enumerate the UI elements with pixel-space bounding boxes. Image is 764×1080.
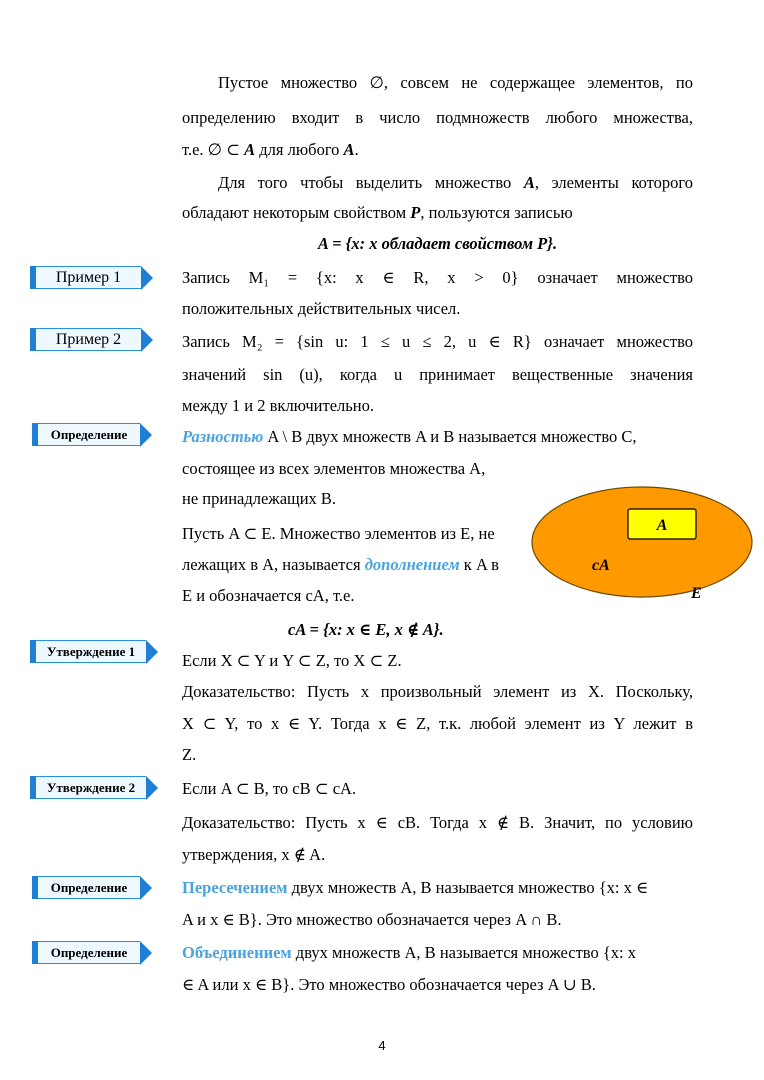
intro-line-4: Для того чтобы выделить множество A, элементы которого <box>218 173 693 192</box>
example-1-label: Пример 1 <box>30 266 153 289</box>
statement-1-label: Утверждение 1 <box>30 640 158 663</box>
definition-label-difference: Определение <box>32 423 152 446</box>
complement-term: дополнением <box>364 555 460 574</box>
union-term: Объединением <box>182 943 292 962</box>
statement-1-line-3: X ⊂ Y, то x ∈ Y. Тогда x ∈ Z, т.к. любой элемент из Y лежит в <box>182 714 693 733</box>
definition-label-intersection: Определение <box>32 876 152 899</box>
difference-line-6: E и обозначается cA, т.е. <box>182 586 355 605</box>
intersection-term: Пересечением <box>182 878 288 897</box>
union-line-2: ∈ A или x ∈ B}. Это множество обозначается через A ∪ B. <box>182 975 596 994</box>
difference-line-2: состоящее из всех элементов множества A, <box>182 459 486 478</box>
intro-line-2: определению входит в число подмножеств любого множества, <box>182 108 693 127</box>
set-e-ellipse <box>532 487 752 597</box>
intro-line-5: обладают некоторым свойством P, пользуются записью <box>182 203 573 222</box>
statement-2-line-3: утверждения, x ∉ A. <box>182 845 326 864</box>
set-ca-label: cA <box>592 557 610 574</box>
difference-line-5: лежащих в A, называется дополнением к A в <box>182 555 499 574</box>
set-diagram <box>530 484 760 604</box>
complement-formula: cA = {x: x ∈ E, x ∉ A}. <box>288 620 444 639</box>
intro-line-3: т.е. ∅ ⊂ A для любого A. <box>182 140 359 159</box>
set-a-label: A <box>656 517 668 534</box>
set-e-label: E <box>691 585 702 602</box>
example-1-line-1: Запись M₁ = {x: x ∈ R, x > 0} означает множество <box>182 268 693 287</box>
difference-line-1: Разностью A \ B двух множеств A и B называется множество C, <box>182 427 637 446</box>
statement-1-line-4: Z. <box>182 745 197 764</box>
example-2-line-3: между 1 и 2 включительно. <box>182 396 375 415</box>
statement-1-line-1: Если X ⊂ Y и Y ⊂ Z, то X ⊂ Z. <box>182 651 402 670</box>
intro-line-1: Пустое множество ∅, совсем не содержащее элементов, по <box>218 73 693 92</box>
difference-term: Разностью <box>182 427 264 446</box>
example-2-line-2: значений sin (u), когда u принимает вещественные значения <box>182 365 693 384</box>
statement-2-line-2: Доказательство: Пусть x ∈ cB. Тогда x ∉ B. Значит, по условию <box>182 813 693 832</box>
statement-2-line-1: Если A ⊂ B, то cB ⊂ cA. <box>182 779 357 798</box>
intro-formula: A = {x: x обладает свойством P}. <box>317 234 558 253</box>
difference-line-3: не принадлежащих B. <box>182 489 337 508</box>
statement-1-line-2: Доказательство: Пусть x произвольный элемент из X. Поскольку, <box>182 682 693 701</box>
example-2-line-1: Запись M₂ = {sin u: 1 ≤ u ≤ 2, u ∈ R} означает множество <box>182 332 693 351</box>
definition-label-union: Определение <box>32 941 152 964</box>
intersection-line-1: Пересечением двух множеств A, B называется множество {x: x ∈ <box>182 878 649 897</box>
intersection-line-2: A и x ∈ B}. Это множество обозначается через A ∩ B. <box>182 910 562 929</box>
example-1-line-2: положительных действительных чисел. <box>182 299 461 318</box>
page-number: 4 <box>378 1038 386 1053</box>
union-line-1: Объединением двух множеств A, B называется множество {x: x <box>182 943 636 962</box>
statement-2-label: Утверждение 2 <box>30 776 158 799</box>
difference-line-4: Пусть A ⊂ E. Множество элементов из E, не <box>182 524 495 543</box>
example-2-label: Пример 2 <box>30 328 153 351</box>
